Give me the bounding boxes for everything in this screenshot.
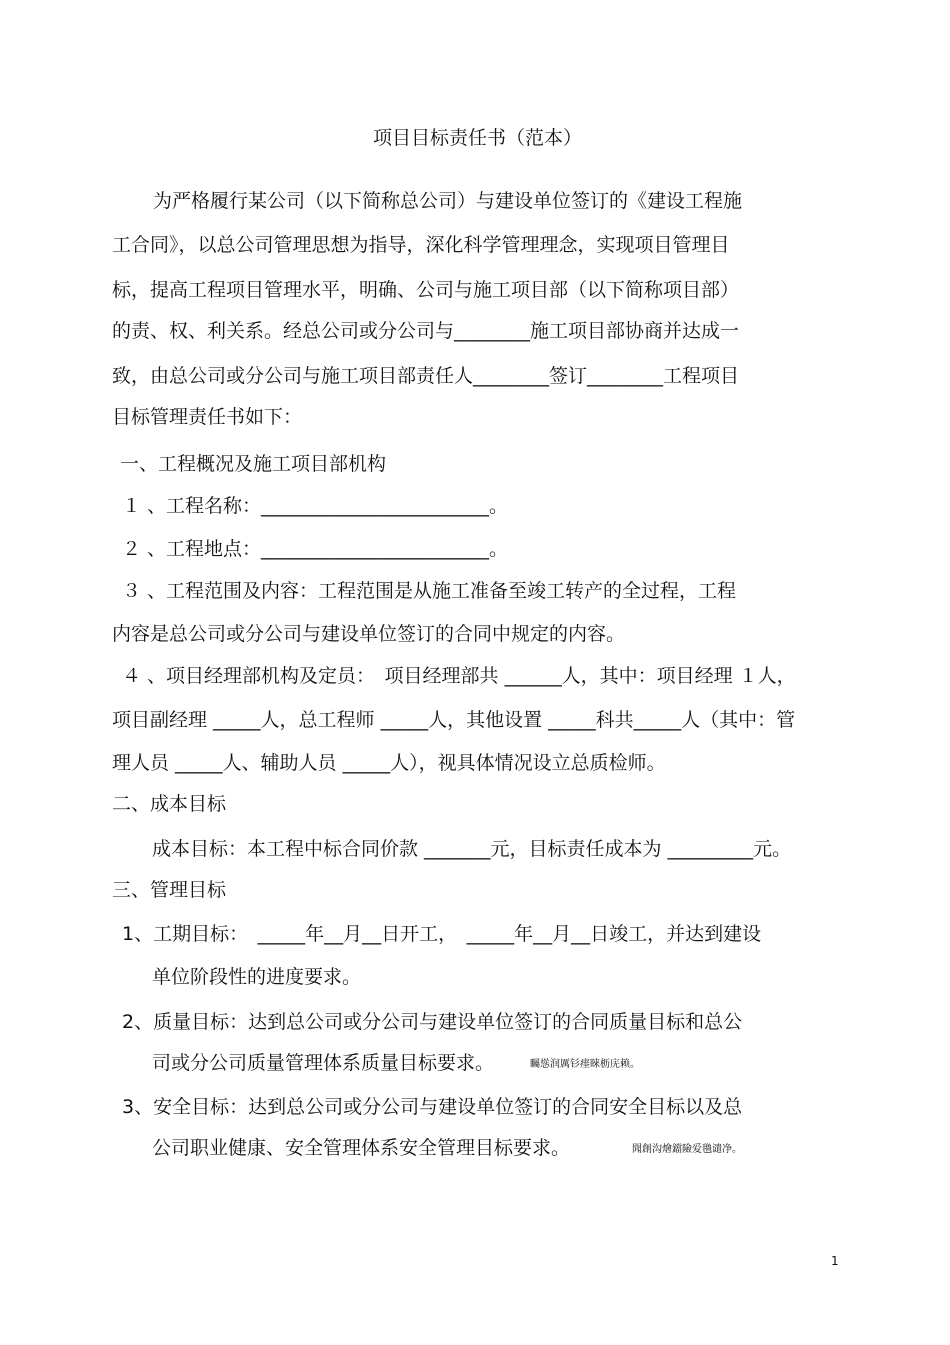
text-line: 项目副经理 _____人，总工程师 _____人，其他设置 _____科共_____人（其中：管 [112, 709, 796, 731]
safety-target-line: 3、安全目标：达到总公司或分公司与建设单位签订的合同安全目标以及总 [122, 1096, 743, 1118]
text-line: 目标管理责任书如下： [112, 406, 303, 428]
page-number: 1 [831, 1254, 839, 1268]
text-line: 为严格履行某公司（以下简称总公司）与建设单位签订的《建设工程施 [153, 190, 743, 212]
quality-target-line: 2、质量目标：达到总公司或分公司与建设单位签订的合同质量目标和总公 [122, 1011, 743, 1033]
text-line: ３ 、工程范围及内容：工程范围是从施工准备至竣工转产的全过程，工程 [122, 580, 737, 602]
text-line: 司或分公司质量管理体系质量目标要求。 [152, 1052, 495, 1074]
section-heading: 二、成本目标 [112, 793, 227, 815]
text-line: 理人员 _____人、辅助人员 _____人），视具体情况设立总质检师。 [112, 752, 666, 774]
text-line: 致，由总公司或分公司与施工项目部责任人________签订________工程项目 [112, 365, 740, 387]
text-line: 工合同》，以总公司管理思想为指导，深化科学管理理念，实现项目管理目 [112, 234, 730, 256]
cost-target-line: 成本目标：本工程中标合同价款 _______元，目标责任成本为 _________元。 [152, 838, 792, 860]
project-location-line: ２ 、工程地点：________________________。 [122, 538, 509, 560]
text-line: 公司职业健康、安全管理体系安全管理目标要求。 [152, 1137, 571, 1159]
text-line: 单位阶段性的进度要求。 [152, 966, 362, 988]
footnote-text: 矚慫润厲钐瘗睞枥庑赖。 [530, 1059, 640, 1070]
project-name-line: １ 、工程名称：________________________。 [122, 495, 509, 517]
section-heading: 三、管理目标 [112, 879, 227, 901]
section-heading: 一、工程概况及施工项目部机构 [120, 453, 387, 475]
text-line: 内容是总公司或分公司与建设单位签订的合同中规定的内容。 [112, 623, 626, 645]
text-line: 的责、权、利关系。经总公司或分公司与________施工项目部协商并达成一 [112, 320, 740, 342]
footnote-text: 聞創沟燴鐺險爱氇谴净。 [632, 1144, 742, 1155]
schedule-target-line: 1、工期目标： _____年__月__日开工， _____年__月__日竣工，并达到建设 [122, 923, 762, 945]
document-title: 项目目标责任书（范本） [373, 127, 583, 149]
text-line: ４ 、项目经理部机构及定员： 项目经理部共 ______人，其中：项目经理 １人， [122, 665, 796, 687]
text-line: 标，提高工程项目管理水平，明确、公司与施工项目部（以下简称项目部） [112, 279, 740, 301]
